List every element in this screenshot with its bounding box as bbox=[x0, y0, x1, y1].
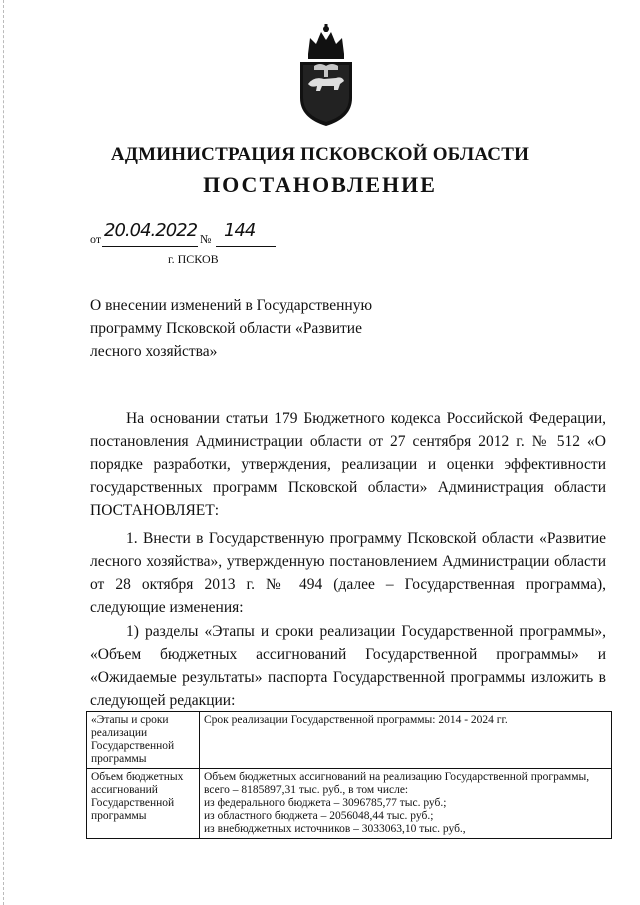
content-line: Объем бюджетных ассигнований на реализацию Государственной программы, всего – 8185897,31 тыс. руб., в том числе: bbox=[204, 771, 590, 796]
item-1-1-paragraph: 1) разделы «Этапы и сроки реализации Государственной программы», «Объем бюджетных ассигнований Государственной программы» и «Ожидаемые результаты» паспорта Государственной программы изложить в следующей редакции: bbox=[90, 623, 606, 709]
organization-name: АДМИНИСТРАЦИЯ ПСКОВСКОЙ ОБЛАСТИ bbox=[110, 144, 530, 165]
table-row bbox=[87, 712, 612, 769]
program-passport-table bbox=[86, 711, 612, 839]
number-underline bbox=[216, 246, 276, 247]
number-prefix: № bbox=[200, 232, 212, 246]
subject-line: программу Псковской области «Развитие bbox=[90, 320, 362, 337]
content-line: из федерального бюджета – 3096785,77 тыс. руб.; bbox=[204, 797, 447, 809]
subject-line: О внесении изменений в Государственную bbox=[90, 297, 373, 314]
content-line: из областного бюджета – 2056048,44 тыс. руб.; bbox=[204, 810, 434, 822]
subject-line: лесного хозяйства» bbox=[90, 343, 218, 360]
row-label: «Этапы и сроки реализации Государственной программы bbox=[87, 712, 200, 769]
date-prefix: от bbox=[90, 232, 102, 246]
table-row bbox=[87, 769, 612, 839]
content-line: из внебюджетных источников – 3033063,10 тыс. руб., bbox=[204, 823, 466, 835]
item-1-paragraph: 1. Внести в Государственную программу Псковской области «Развитие лесного хозяйства», утвержденную постановлением Администрации области от 28 октября 2013 г. № 494 (далее – Государственная программа), следующие изменения: bbox=[90, 530, 606, 616]
handwritten-number: 144 bbox=[224, 220, 256, 241]
row-content bbox=[200, 769, 612, 839]
row-label: Объем бюджетных ассигнований Государственной программы bbox=[87, 769, 200, 839]
row-content bbox=[200, 712, 612, 769]
document-subject bbox=[90, 294, 410, 363]
spacer bbox=[204, 727, 607, 753]
scan-edge bbox=[3, 0, 5, 905]
preamble-paragraph: На основании статьи 179 Бюджетного кодекса Российской Федерации, постановления Администрации области от 27 сентября 2012 г. № 512 «О порядке разработки, утверждения, реализации и оценки эффективности государственных программ Псковской области» Администрация области ПОСТАНОВЛЯЕТ: bbox=[90, 410, 606, 519]
content-line: Срок реализации Государственной программы: 2014 - 2024 гг. bbox=[204, 714, 508, 726]
date-underline bbox=[102, 246, 198, 247]
city: г. ПСКОВ bbox=[168, 252, 219, 266]
document-type: ПОСТАНОВЛЕНИЕ bbox=[203, 172, 437, 197]
handwritten-date: 20.04.2022 bbox=[104, 220, 198, 241]
date-number-line bbox=[90, 222, 280, 244]
pskov-coat-of-arms-icon bbox=[294, 24, 358, 128]
